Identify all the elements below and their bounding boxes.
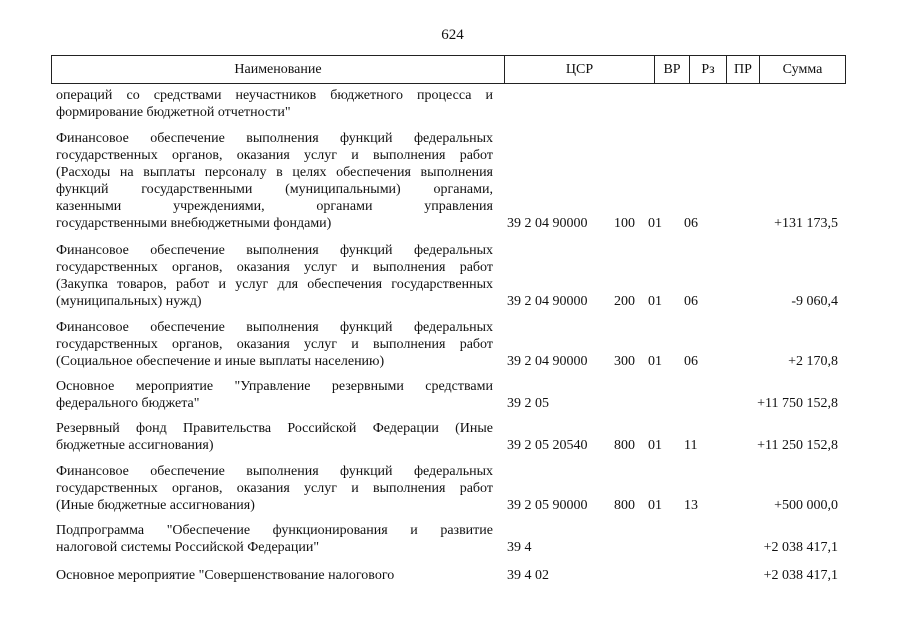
row-pr: 11 (684, 438, 698, 453)
row-pr: 06 (684, 354, 698, 369)
row-pr: 06 (684, 216, 698, 231)
row-name-line: государственных органов, оказания услуг и выполнения работ (56, 260, 493, 275)
row-rz: 01 (648, 216, 662, 231)
row-name-line: (Расходы на выплаты персоналу в целях обеспечения выполнения (56, 165, 493, 180)
row-name-line: операций со средствами неучастников бюджетного процесса и (56, 88, 493, 103)
row-csr: 39 2 04 90000 (507, 354, 588, 369)
row-sum: -9 060,4 (791, 294, 838, 309)
row-name-line: федерального бюджета" (56, 396, 200, 411)
header-pr: ПР (727, 56, 760, 83)
header-rz: Рз (690, 56, 727, 83)
row-name-line: (муниципальных) нужд) (56, 294, 202, 309)
row-rz: 01 (648, 438, 662, 453)
row-name (56, 463, 493, 514)
row-vr: 200 (614, 294, 635, 309)
row-pr: 06 (684, 294, 698, 309)
row-sum: +11 250 152,8 (757, 438, 838, 453)
row-name-line: государственных органов, оказания услуг и выполнения работ (56, 148, 493, 163)
row-name-line: (Социальное обеспечение и иные выплаты населению) (56, 354, 385, 369)
row-sum: +2 038 417,1 (763, 568, 838, 583)
row-vr: 800 (614, 438, 635, 453)
row-name-line: Финансовое обеспечение выполнения функций федеральных (56, 320, 493, 335)
row-name (56, 567, 493, 584)
row-vr: 800 (614, 498, 635, 513)
row-name-line: казенными учреждениями, органами управления (56, 199, 493, 214)
row-csr: 39 2 05 20540 (507, 438, 588, 453)
table-header (51, 55, 846, 84)
row-name (56, 319, 493, 370)
row-vr: 300 (614, 354, 635, 369)
row-csr: 39 2 04 90000 (507, 216, 588, 231)
row-name-line: Подпрограмма "Обеспечение функционирования и развитие (56, 523, 493, 538)
row-name-line: Основное мероприятие "Совершенствование налогового (56, 568, 395, 583)
row-sum: +500 000,0 (774, 498, 838, 513)
row-sum: +131 173,5 (774, 216, 838, 231)
row-sum: +11 750 152,8 (757, 396, 838, 411)
row-name (56, 522, 493, 556)
header-name: Наименование (52, 56, 505, 83)
header-csr: ЦСР (505, 56, 655, 83)
row-sum: +2 038 417,1 (763, 540, 838, 555)
row-name-line: Резервный фонд Правительства Российской Федерации (Иные (56, 421, 493, 436)
row-rz: 01 (648, 354, 662, 369)
row-name (56, 378, 493, 412)
row-name (56, 420, 493, 454)
row-rz: 01 (648, 498, 662, 513)
row-name-line: Финансовое обеспечение выполнения функций федеральных (56, 464, 493, 479)
row-name-line: государственных органов, оказания услуг и выполнения работ (56, 481, 493, 496)
row-csr: 39 2 05 90000 (507, 498, 588, 513)
row-name-line: (Иные бюджетные ассигнования) (56, 498, 255, 513)
row-name-line: бюджетные ассигнования) (56, 438, 214, 453)
row-pr: 13 (684, 498, 698, 513)
row-name-line: функций государственными (муниципальными) органами, (56, 182, 493, 197)
row-csr: 39 2 04 90000 (507, 294, 588, 309)
row-name-line: Финансовое обеспечение выполнения функций федеральных (56, 131, 493, 146)
row-rz: 01 (648, 294, 662, 309)
row-csr: 39 4 (507, 540, 532, 555)
row-name-line: Основное мероприятие "Управление резервными средствами (56, 379, 493, 394)
row-name-line: формирование бюджетной отчетности" (56, 105, 291, 120)
header-vr: ВР (655, 56, 690, 83)
row-name (56, 130, 493, 232)
header-sum: Сумма (782, 62, 823, 77)
row-sum: +2 170,8 (788, 354, 838, 369)
row-name-line: государственными внебюджетными фондами) (56, 216, 332, 231)
row-name (56, 87, 493, 121)
row-name-line: (Закупка товаров, работ и услуг для обеспечения государственных (56, 277, 493, 292)
row-name-line: налоговой системы Российской Федерации" (56, 540, 320, 555)
row-csr: 39 4 02 (507, 568, 549, 583)
row-name-line: Финансовое обеспечение выполнения функций федеральных (56, 243, 493, 258)
row-csr: 39 2 05 (507, 396, 549, 411)
row-name (56, 242, 493, 310)
row-name-line: государственных органов, оказания услуг и выполнения работ (56, 337, 493, 352)
row-vr: 100 (614, 216, 635, 231)
page-number: 624 (441, 27, 464, 43)
